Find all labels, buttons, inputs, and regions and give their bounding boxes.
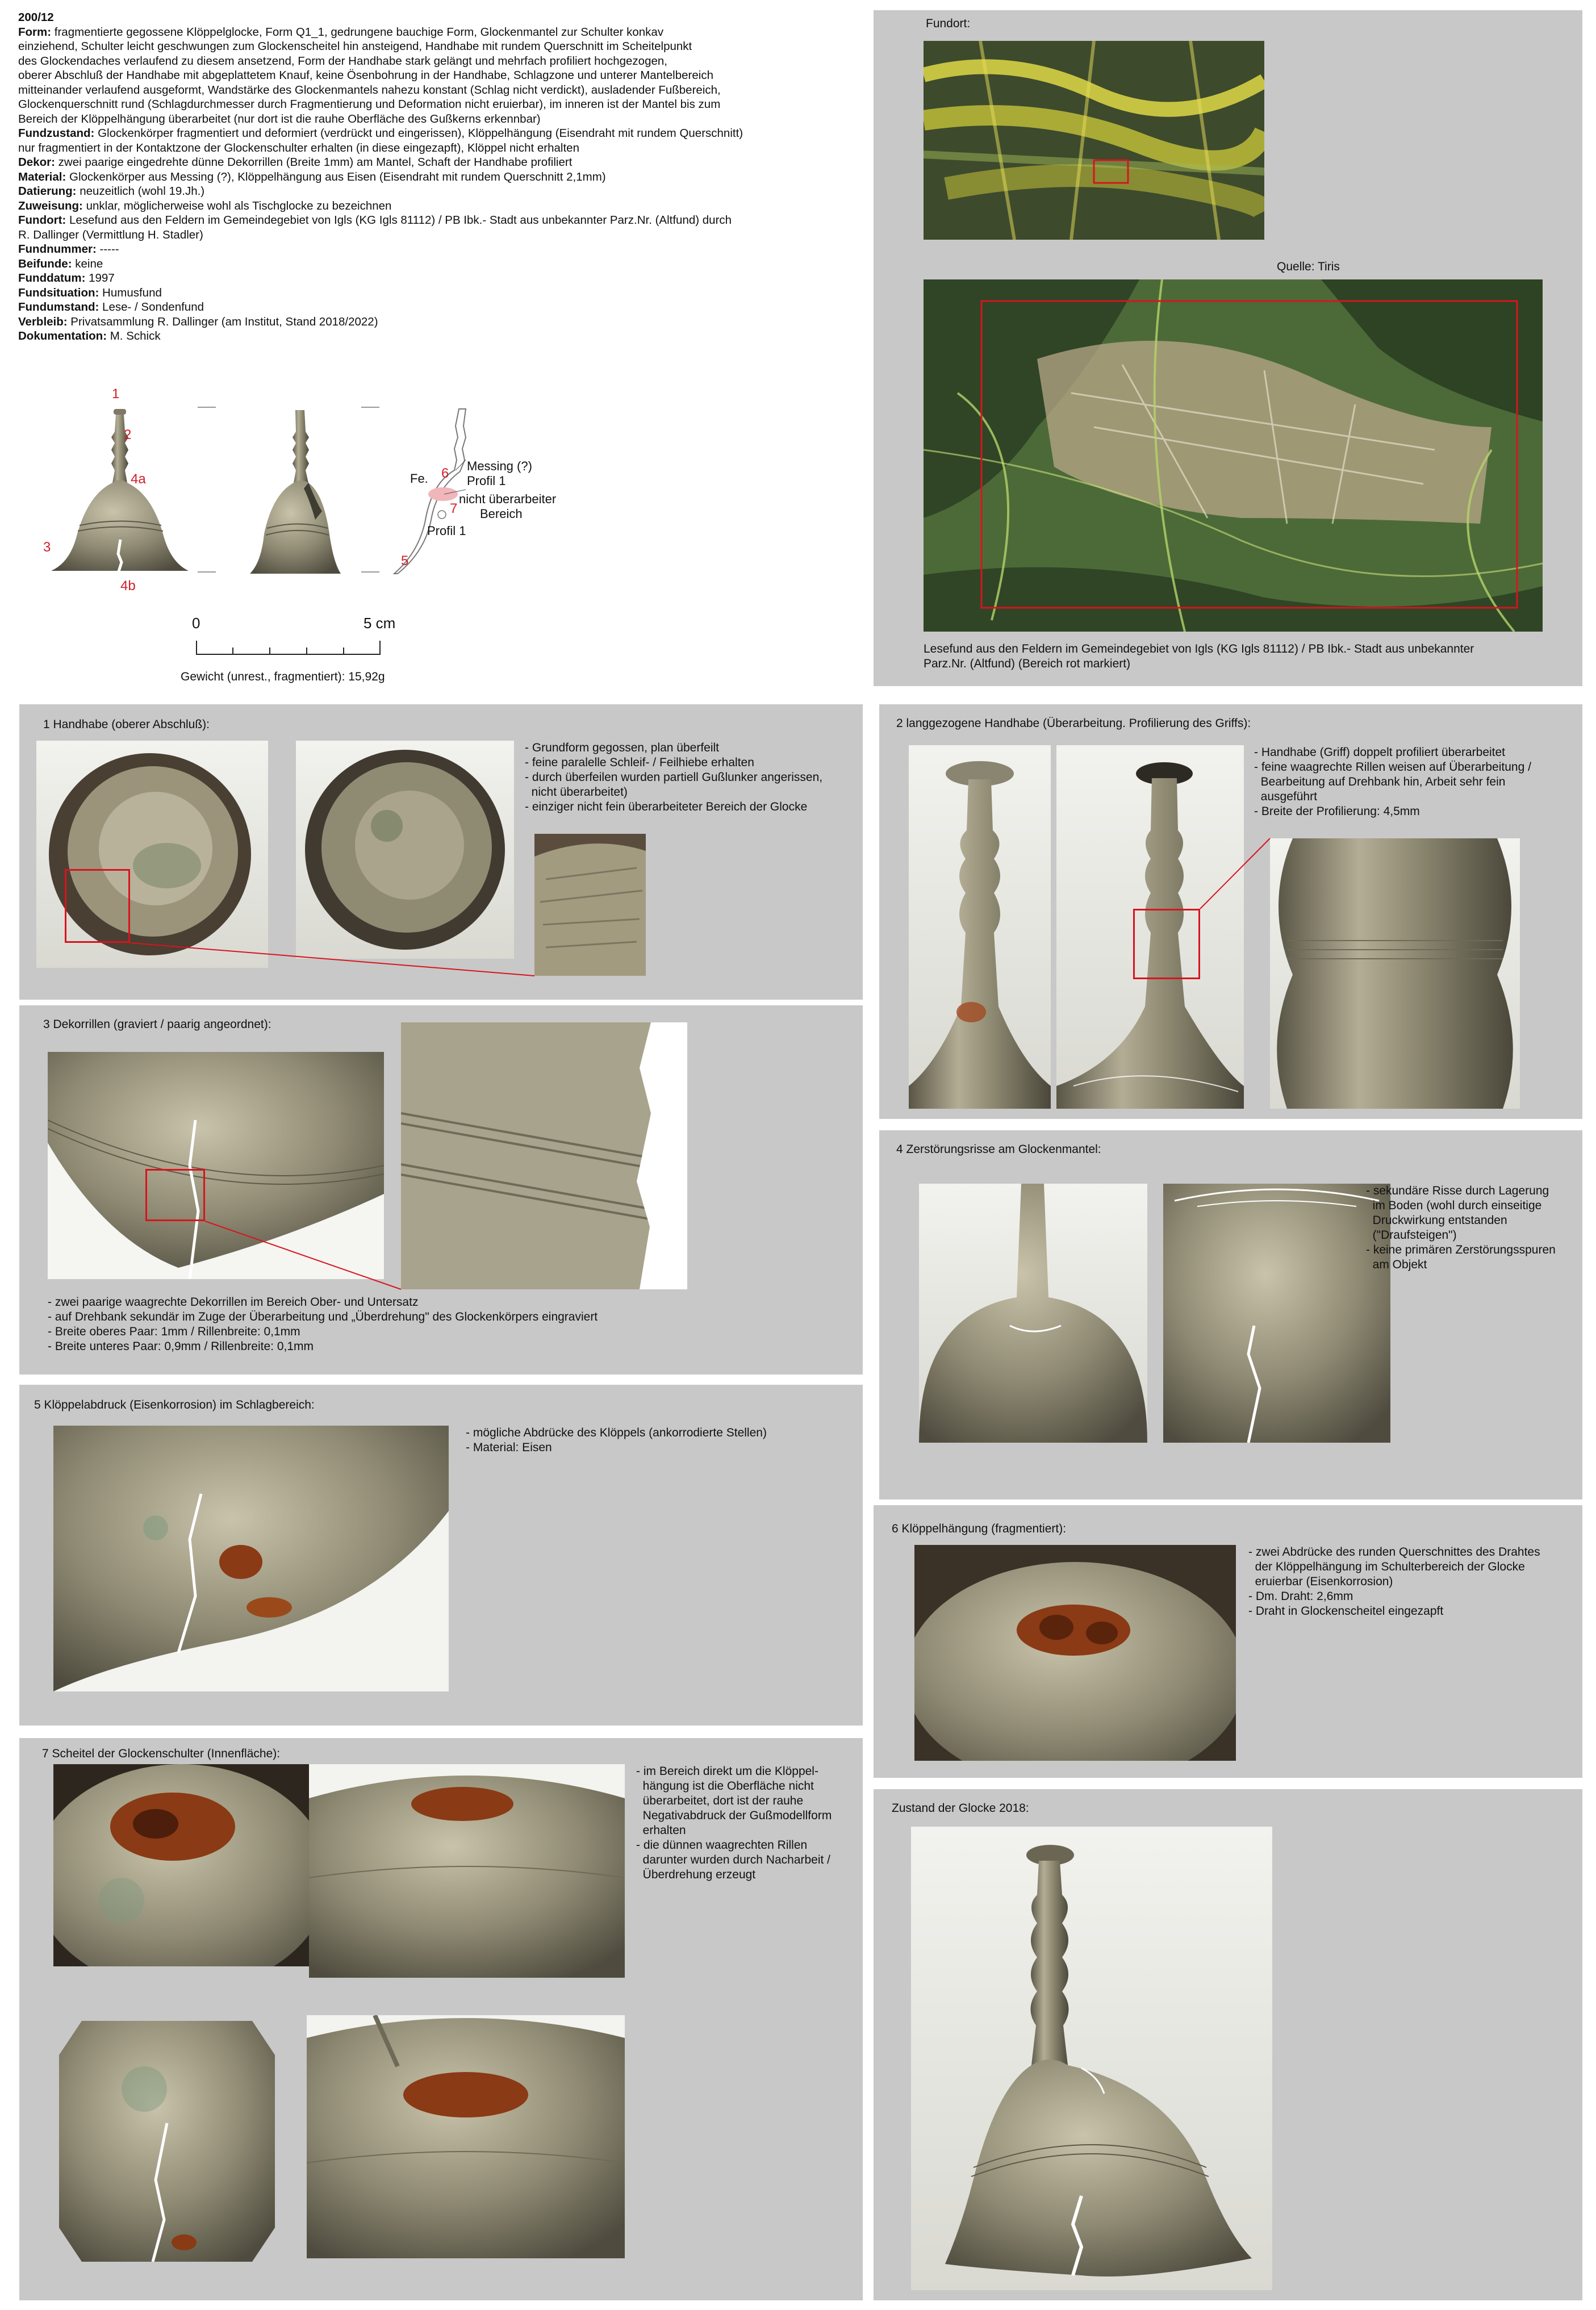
note-line: - mögliche Abdrücke des Klöppels (ankorrodierte Stellen) (466, 1426, 767, 1439)
label-fe: Fe. (410, 471, 428, 486)
scale-zero: 0 (192, 615, 200, 632)
drawing-number: 5 (401, 553, 409, 569)
note-line: - zwei Abdrücke des runden Querschnittes des Drahtes (1248, 1545, 1540, 1559)
drawing-number: 4b (120, 578, 136, 594)
map-caption-line: Lesefund aus den Feldern im Gemeindegebiet von Igls (KG Igls 81112) / PB Ibk.- Stadt aus unbekannter (924, 642, 1474, 655)
material-label: Material: (18, 170, 66, 183)
note-line: im Boden (wohl durch einseitige (1366, 1199, 1542, 1212)
note-line: ("Draufsteigen") (1366, 1229, 1457, 1242)
dekor-value: zwei paarige eingedrehte dünne Dekorrillen (Breite 1mm) am Mantel, Schaft der Handhabe profiliert (58, 156, 573, 169)
panel-handhabe-top (19, 704, 863, 1000)
panel-dekorrillen (19, 1005, 863, 1375)
profile-section-drawing (381, 403, 471, 585)
fundumstand-value: Lese- / Sondenfund (102, 300, 204, 314)
note-line: - keine primären Zerstörungsspuren (1366, 1243, 1556, 1256)
note-line: - sekundäre Risse durch Lagerung (1366, 1184, 1549, 1197)
zuweisung-label: Zuweisung: (18, 199, 83, 212)
note-line: nicht überarbeitet) (525, 786, 628, 799)
note-line: - Draht in Glockenscheitel eingezapft (1248, 1605, 1444, 1618)
panel-title: 1 Handhabe (oberer Abschluß): (43, 718, 210, 731)
note-line: - durch überfeilen wurden partiell Gußlunker angerissen, (525, 771, 823, 784)
form-label: Form: (18, 25, 52, 39)
tick-mark (361, 407, 379, 408)
fundumstand-label: Fundumstand: (18, 300, 99, 314)
panel-notes (1366, 1184, 1556, 1272)
fundnummer-label: Fundnummer: (18, 243, 97, 256)
tick-mark (198, 571, 216, 573)
photo-crown-inner-1 (53, 1764, 309, 1966)
fundort-line: Lesefund aus den Feldern im Gemeindegebiet von Igls (KG Igls 81112) / PB Ibk.- Stadt aus unbekannter Parz.Nr. (Altfund) durch (69, 214, 732, 227)
note-line: Druckwirkung entstanden (1366, 1214, 1507, 1227)
note-line: am Objekt (1366, 1258, 1427, 1271)
note-line: Bearbeitung auf Drehbank hin, Arbeit sehr fein (1254, 775, 1506, 788)
scale-five: 5 cm (364, 615, 396, 632)
label-bereich: Bereich (480, 507, 523, 521)
form-line: Glockenquerschnitt rund (Schlagdurchmesser durch Fragmentierung und Deformation nicht eruierbar), im inneren ist der Mantel bis zum (18, 98, 721, 111)
note-line: überarbeitet, dort ist der rauhe (636, 1794, 804, 1807)
dokumentation-label: Dokumentation: (18, 329, 107, 342)
note-line: - Breite der Profilierung: 4,5mm (1254, 805, 1420, 818)
panel-title: 6 Klöppelhängung (fragmentiert): (892, 1522, 1067, 1535)
note-line: - einziger nicht fein überarbeiteter Bereich der Glocke (525, 800, 808, 813)
map-source: Quelle: Tiris (1277, 260, 1340, 273)
panel-title: 7 Scheitel der Glockenschulter (Innenfläche): (42, 1747, 281, 1760)
note-line: - Grundform gegossen, plan überfeilt (525, 741, 720, 754)
map-panel (874, 10, 1582, 686)
note-line: - zwei paarige waagrechte Dekorrillen im Bereich Ober- und Untersatz (48, 1296, 419, 1309)
note-line: - feine paralelle Schleif- / Feilhiebe erhalten (525, 756, 754, 769)
map-caption (924, 642, 1474, 671)
photo-bell-2018 (911, 1827, 1272, 2290)
note-line: - Material: Eisen (466, 1441, 552, 1454)
funddatum-value: 1997 (89, 271, 115, 285)
note-line: - die dünnen waagrechten Rillen (636, 1839, 808, 1852)
overview-map (924, 41, 1264, 240)
label-profil1-top: Profil 1 (467, 474, 506, 488)
panel-title: 3 Dekorrillen (graviert / paarig angeordnet): (43, 1018, 271, 1031)
form-line: mitteinander verlaufend ausgeformt, Wandstärke des Glockenmantels nahezu konstant (Schlag nicht verdickt), ausladender Fußbereich, (18, 83, 721, 97)
beifunde-value: keine (75, 257, 103, 270)
note-line: ausgeführt (1254, 790, 1317, 803)
drawing-number: 1 (112, 386, 120, 402)
material-value: Glockenkörper aus Messing (?), Klöppelhängung aus Eisen (Eisendraht mit rundem Querschnitt 2,1mm) (69, 170, 606, 183)
form-line: des Glockendaches verlaufend zu diesem ansetzend, Form der Handhabe stark gelängt und mehrfach profiliert hochgezogen, (18, 54, 667, 68)
note-line: - Breite oberes Paar: 1mm / Rillenbreite: 0,1mm (48, 1325, 300, 1338)
record-id: 200/12 (18, 11, 54, 24)
funddatum-label: Funddatum: (18, 271, 86, 285)
panel-notes (48, 1295, 598, 1354)
panel-notes (1248, 1545, 1540, 1619)
note-line: - Handhabe (Griff) doppelt profiliert überarbeitet (1254, 746, 1506, 759)
form-line: Bereich der Klöppelhängung überarbeitet (nur dort ist die rauhe Oberfläche des Gußkerns erkennbar) (18, 112, 541, 126)
label-nicht-ueberarbeiter: nicht überarbeiter (459, 492, 557, 506)
note-line: der Klöppelhängung im Schulterbereich der Glocke (1248, 1560, 1525, 1573)
fundnummer-value: ----- (99, 243, 119, 256)
panel-title: 5 Klöppelabdruck (Eisenkorrosion) im Schlagbereich: (34, 1398, 315, 1411)
panel-notes (636, 1764, 832, 1882)
panel-title: Zustand der Glocke 2018: (892, 1802, 1029, 1815)
note-line: hängung ist die Oberfläche nicht (636, 1780, 814, 1793)
drawing-number: 3 (43, 540, 51, 555)
fundzustand-line: nur fragmentiert in der Kontaktzone der Glockenschulter erhalten (in diese eingezapft), Klöppel nicht erhalten (18, 141, 579, 154)
note-line: darunter wurden durch Nacharbeit / (636, 1853, 831, 1866)
note-line: - Breite unteres Paar: 0,9mm / Rillenbreite: 0,1mm (48, 1340, 314, 1353)
note-line: - auf Drehbank sekundär im Zuge der Überarbeitung und „Überdrehung" des Glockenkörpers eingraviert (48, 1310, 598, 1323)
fundort-label: Fundort: (18, 214, 66, 227)
photo-crown-inner-3 (59, 2021, 275, 2262)
panel-kloeppelhaengung (874, 1505, 1582, 1778)
note-line: Negativabdruck der Gußmodellform (636, 1809, 832, 1822)
photo-clapper-imprint (53, 1426, 449, 1691)
panel-title: 4 Zerstörungsrisse am Glockenmantel: (896, 1143, 1101, 1156)
fundsituation-label: Fundsituation: (18, 286, 99, 299)
fundzustand-label: Fundzustand: (18, 127, 95, 140)
fundzustand-line: Glockenkörper fragmentiert und deformiert (verdrückt und eingerissen), Klöppelhängung (Eisendraht mit rundem Querschnitt) (98, 127, 743, 140)
form-line: oberer Abschluß der Handhabe mit abgeplattetem Knauf, keine Ösenbohrung in der Handhabe, Schlagzone und unterer Mantelbereich (18, 69, 713, 82)
map-title: Fundort: (926, 17, 971, 30)
record-info (18, 10, 870, 344)
label-profil1-bottom: Profil 1 (427, 524, 466, 538)
tick-mark (361, 571, 379, 573)
photo-crack-2 (1163, 1184, 1390, 1443)
panel-zerstoerungsrisse (879, 1130, 1582, 1499)
drawing-number: 2 (124, 427, 132, 442)
verbleib-value: Privatsammlung R. Dallinger (am Institut, Stand 2018/2022) (70, 315, 378, 328)
drawing-number: 6 (441, 466, 449, 481)
datierung-value: neuzeitlich (wohl 19.Jh.) (80, 185, 205, 198)
panel-title: 2 langgezogene Handhabe (Überarbeitung. Profilierung des Griffs): (896, 717, 1251, 730)
bell-photo-front (35, 398, 206, 591)
form-line: fragmentierte gegossene Klöppelglocke, Form Q1_1, gedrungene bauchige Form, Glockenmantel zur Schulter konkav (54, 25, 664, 39)
panel-scheitel (19, 1738, 863, 2300)
panel-notes (466, 1426, 767, 1455)
photo-crown-inner-4 (307, 2015, 625, 2258)
verbleib-label: Verbleib: (18, 315, 68, 328)
dekor-label: Dekor: (18, 156, 55, 169)
weight-label: Gewicht (unrest., fragmentiert): 15,92g (181, 670, 385, 683)
panel-handhabe-profile (879, 704, 1582, 1119)
fundort-line: R. Dallinger (Vermittlung H. Stadler) (18, 228, 203, 241)
connector-line (19, 704, 863, 1000)
panel-notes (1254, 745, 1531, 819)
datierung-label: Datierung: (18, 185, 77, 198)
note-line: erhalten (636, 1824, 686, 1837)
zuweisung-value: unklar, möglicherweise wohl als Tischglocke zu bezeichnen (86, 199, 392, 212)
photo-crack-1 (919, 1184, 1147, 1443)
drawing-number: 7 (450, 501, 458, 516)
scale-bar (196, 641, 381, 655)
bell-photo-side (224, 398, 361, 591)
photo-clapper-mount (914, 1545, 1236, 1761)
fundsituation-value: Humusfund (102, 286, 162, 299)
note-line: eruierbar (Eisenkorrosion) (1248, 1575, 1393, 1588)
note-line: - im Bereich direkt um die Klöppel- (636, 1765, 818, 1778)
aerial-map (924, 279, 1543, 632)
note-line: - feine waagrechte Rillen weisen auf Überarbeitung / (1254, 761, 1531, 774)
panel-kloeppelabdruck (19, 1385, 863, 1726)
dokumentation-value: M. Schick (110, 329, 161, 342)
beifunde-label: Beifunde: (18, 257, 72, 270)
label-messing: Messing (?) (467, 459, 532, 473)
form-line: einziehend, Schulter leicht geschwungen zum Glockenscheitel hin ansteigend, Handhabe mit rundem Querschnitt im Scheitelpunkt (18, 40, 692, 53)
photo-crown-inner-2 (309, 1764, 625, 1978)
drawing-number: 4a (131, 471, 146, 487)
tick-mark (198, 407, 216, 408)
note-line: - Dm. Draht: 2,6mm (1248, 1590, 1353, 1603)
note-line: Überdrehung erzeugt (636, 1868, 756, 1881)
map-caption-line: Parz.Nr. (Altfund) (Bereich rot markiert) (924, 657, 1131, 670)
panel-zustand-2018 (874, 1789, 1582, 2300)
